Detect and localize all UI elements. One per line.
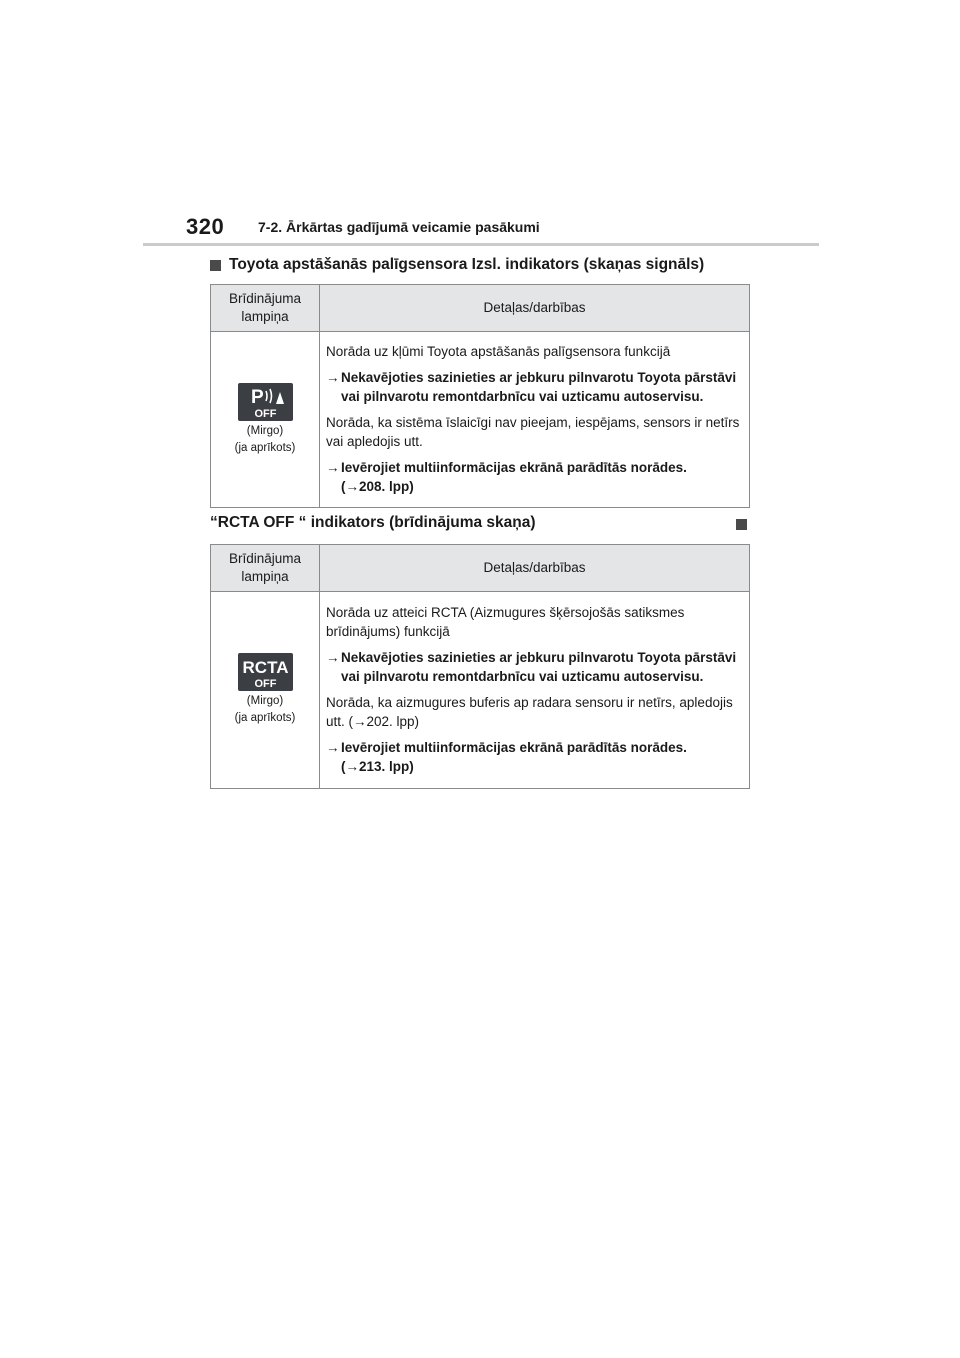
rcta-off-graphic bbox=[238, 653, 293, 691]
action-item-2 bbox=[326, 458, 743, 496]
icon-off-label: OFF bbox=[254, 678, 276, 690]
arrow-icon: → bbox=[326, 650, 340, 665]
parking-sensor-off-graphic bbox=[238, 383, 293, 421]
lamp-label-blinks: (Mirgo) bbox=[246, 695, 284, 707]
action-text-1: Nekavējoties sazinieties ar jebkuru pilnvarotu Toyota pārstāvi vai pilnvarotu remontdarbnīcu vai uzticamu autoservisu. bbox=[341, 370, 737, 404]
column-header-lamp: Brīdinājuma lampiņa bbox=[211, 545, 320, 592]
section2-heading bbox=[210, 514, 750, 532]
details-cell bbox=[320, 592, 750, 789]
page-reference[interactable]: 208. lpp) bbox=[359, 479, 414, 494]
column-header-details: Detaļas/darbības bbox=[320, 545, 750, 592]
column-header-lamp: Brīdinājuma lampiņa bbox=[211, 285, 320, 332]
detail-description-2-text: Norāda, ka aizmugures buferis ap radara sensoru ir netīrs, apledojis utt. ( bbox=[326, 695, 733, 729]
detail-description-1: Norāda uz kļūmi Toyota apstāšanās palīgsensora funkcijā bbox=[326, 344, 671, 359]
icon-off-label: OFF bbox=[254, 407, 276, 420]
action-2-paren: ( bbox=[341, 479, 346, 494]
details-cell bbox=[320, 332, 750, 508]
action-item-2 bbox=[326, 738, 743, 776]
lamp-cell bbox=[211, 592, 320, 789]
detail-description-2 bbox=[326, 693, 743, 731]
action-text-2 bbox=[341, 458, 743, 496]
arrow-icon: → bbox=[326, 370, 340, 385]
lamp-label-if-equipped: (ja aprīkots) bbox=[234, 441, 296, 454]
column-header-details: Detaļas/darbības bbox=[320, 285, 750, 332]
action-text-1: Nekavējoties sazinieties ar jebkuru pilnvarotu Toyota pārstāvi vai pilnvarotu remontdarbnīcu vai uzticamu autoservisu. bbox=[341, 650, 737, 684]
lamp-cell bbox=[211, 332, 320, 508]
arrow-icon: → bbox=[345, 759, 359, 774]
page-reference[interactable]: 202. lpp) bbox=[366, 714, 420, 729]
action-2-instruction: Ievērojiet multiinformācijas ekrānā parādītās norādes. bbox=[341, 740, 687, 755]
parking-sensor-off-icon bbox=[238, 383, 293, 421]
page-reference[interactable]: 213. lpp) bbox=[359, 759, 414, 774]
icon-rcta-text: RCTA bbox=[242, 658, 288, 677]
action-item-1 bbox=[326, 648, 743, 686]
warning-table-2 bbox=[210, 544, 750, 789]
detail-description-1: Norāda uz atteici RCTA (Aizmugures šķērsojošās satiksmes brīdinājums) funkcijā bbox=[326, 605, 685, 639]
action-2-instruction: Ievērojiet multiinformācijas ekrānā parādītās norādes. bbox=[341, 460, 687, 475]
square-bullet-icon bbox=[736, 519, 747, 530]
section-title: 7-2. Ārkārtas gadījumā veicamie pasākumi bbox=[258, 219, 540, 235]
detail-description-2: Norāda, ka sistēma īslaicīgi nav pieejam, iespējams, sensors ir netīrs vai apledojis utt. bbox=[326, 415, 740, 449]
header-divider bbox=[143, 243, 819, 246]
arrow-icon: → bbox=[326, 460, 340, 475]
action-2-paren: ( bbox=[341, 759, 346, 774]
lamp-label-blinks: (Mirgo) bbox=[246, 424, 284, 437]
page-number: 320 bbox=[186, 214, 225, 239]
icon-letter-p: P bbox=[250, 386, 264, 408]
section2-heading-text: “RCTA OFF “ indikators (brīdinājuma skaņa) bbox=[210, 514, 536, 531]
action-text-2 bbox=[341, 738, 743, 776]
square-bullet-icon bbox=[210, 260, 221, 271]
section1-heading-text: Toyota apstāšanās palīgsensora Izsl. indikators (skaņas signāls) bbox=[229, 256, 705, 273]
lamp-label-if-equipped: (ja aprīkots) bbox=[234, 712, 296, 724]
arrow-icon: → bbox=[353, 714, 367, 729]
warning-table-1 bbox=[210, 284, 750, 508]
action-item-1 bbox=[326, 368, 743, 406]
arrow-icon: → bbox=[326, 740, 340, 755]
arrow-icon: → bbox=[345, 479, 359, 494]
section1-heading bbox=[210, 256, 704, 274]
rcta-off-icon bbox=[238, 653, 293, 691]
